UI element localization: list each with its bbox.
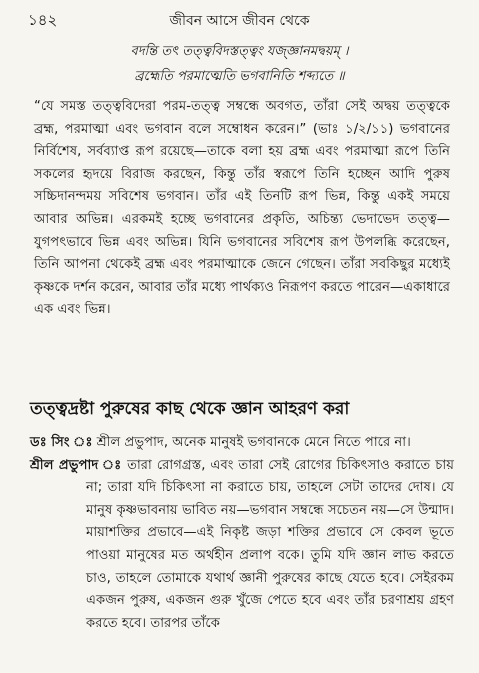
body-paragraph [34, 96, 450, 322]
section-heading: তত্ত্বদ্রষ্টা পুরুষের কাছ থেকে জ্ঞান আহরণ করা [30, 399, 350, 419]
sanskrit-verse-line-1: বদন্তি তৎ তত্ত্ববিদস্তত্ত্বং যজ্জ্ঞানমদ্বয়ম্ । [130, 44, 349, 59]
dialog-text: তারা রোগগ্রস্ত, এবং তারা সেই রোগের চিকিৎসাও করাতে চায় না; তারা যদি চিকিৎসা না করাতে চায়, তাহলে সেটা তাদের দোষ। যে মানুষ কৃষ্ণভাবনায় ভাবিত নয়—ভগবান সম্বন্ধে সচেতন নয়—সে উন্মাদ। মায়াশক্তির প্রভাবে—এই নিকৃষ্ট জড়া শক্তির প্রভাবে সে কেবল ভূতে পাওয়া মানুষের মত অর্থহীন প্রলাপ বকে। তুমি যদি জ্ঞান লাভ করতে চাও, তাহলে তোমাকে যথার্থ জ্ঞানী পুরুষের কাছে যেতে হবে। সেইরকম একজন পুরুষ, একজন গুরু খুঁজে পেতে হবে এবং তাঁর চরণাশ্রয় গ্রহণ করতে হবে। তারপর তাঁকে [86, 457, 454, 631]
page-header [0, 8, 479, 32]
speaker-label: শ্রীল প্রভুপাদ ঃ [30, 457, 123, 473]
sanskrit-verse-line-2: ব্রহ্মেতি পরমাত্মেতি ভগবানিতি শব্দ্যতে ॥ [134, 69, 345, 84]
dialog-turn-2 [30, 455, 454, 636]
page-number: ১৪২ [28, 11, 58, 29]
speaker-label: ডঃ সিং ঃ [30, 435, 93, 450]
running-title: জীবন আসে জীবন থেকে [169, 13, 310, 29]
dialog-section [30, 432, 454, 635]
dialog-turn-1 [30, 432, 454, 455]
dialog-text: শ্রীল প্রভুপাদ, অনেক মানুষই ভগবানকে মেনে নিতে পারে না। [96, 435, 411, 450]
paragraph-text: “যে সমস্ত তত্ত্ববিদেরা পরম-তত্ত্ব সম্বন্ধে অবগত, তাঁরা সেই অদ্বয় তত্ত্বকে ব্রহ্ম, পরমাত্মা এবং ভগবান বলে সম্বোধন করেন।” (ভাঃ ১/২/১১) ভগবানের নির্বিশেষ, সর্বব্যাপ্ত রূপ রয়েছে—তাকে বলা হয় ব্রহ্ম এবং পরমাত্মা রূপে তিনি সকলের হৃদয়ে বিরাজ করছেন, কিন্তু তাঁর স্বরূপে তিনি হচ্ছেন আদি পুরুষ সচ্চিদানন্দময় সবিশেষ ভগবান। তাঁর এই তিনটি রূপ ভিন্ন, কিন্তু একই সময়ে আবার অভিন্ন। এরকমই হচ্ছে ভগবানের প্রকৃতি, অচিন্ত্য ভেদাভেদ তত্ত্ব—যুগপৎভাবে ভিন্ন এবং অভিন্ন। যিনি ভগবানের সবিশেষ রূপ উপলব্ধি করেছেন, তিনি আপনা থেকেই ব্রহ্ম এবং পরমাত্মাকে জেনে গেছেন। তাঁরা সবকিছুর মধ্যেই কৃষ্ণকে দর্শন করেন, আবার তাঁর মধ্যে পার্থক্যও নিরূপণ করতে পারেন—একাধারে এক এবং ভিন্ন। [34, 99, 450, 318]
